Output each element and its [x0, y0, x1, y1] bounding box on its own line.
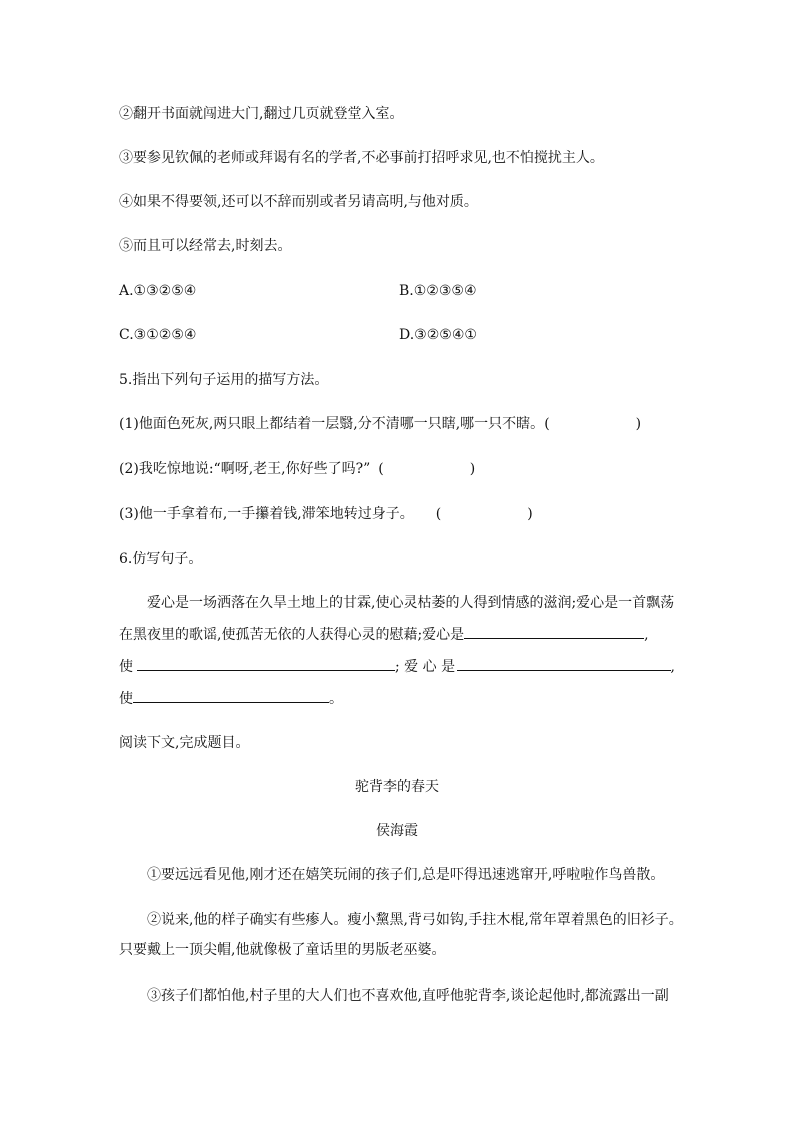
paragraph-2-line-2: 只要戴上一顶尖帽,他就像极了童话里的男版老巫婆。 [119, 942, 446, 958]
fill-blank-1[interactable] [464, 624, 644, 639]
q4-item-2: ②翻开书面就闯进大门,翻过几页就登堂入室。 [119, 106, 404, 122]
q5-title: 5.指出下列句子运用的描写方法。 [119, 372, 329, 388]
q6-line-3-left [119, 656, 455, 677]
paren-open: ( [544, 416, 550, 432]
fill-blank-3[interactable] [457, 656, 671, 671]
q6-line-2-text: 在黑夜里的歌谣,使孤苦无依的人获得心灵的慰藉;爱心是 [119, 627, 465, 643]
q4-option-d[interactable]: D.③②⑤④① [399, 327, 477, 343]
q4-item-3: ③要参见钦佩的老师或拜谒有名的学者,不必事前打招呼求见,也不怕搅扰主人。 [119, 150, 604, 166]
q4-item-4: ④如果不得要领,还可以不辞而别或者另请高明,与他对质。 [119, 194, 478, 210]
q5-item-2 [119, 459, 475, 479]
q6-line-4 [119, 688, 343, 709]
q6-line-3 [119, 656, 675, 677]
paragraph-3: ③孩子们都怕他,村子里的大人们也不喜欢他,直呼他驼背李,谈论起他时,都流露出一副 [147, 988, 669, 1004]
paren-open: ( [378, 461, 384, 477]
love-is-label: ; 爱 心 是 [395, 659, 456, 675]
period: 。 [329, 691, 343, 707]
comma: , [670, 659, 675, 675]
q6-line-3-right [457, 656, 675, 677]
paren-close: ) [635, 416, 642, 432]
paren-close: ) [527, 506, 533, 522]
q5-item-2-text: (2)我吃惊地说:“啊呀,老王,你好些了吗?” [119, 461, 371, 477]
q6-line-2 [119, 624, 649, 645]
article-author: 侯海霞 [376, 823, 418, 839]
fill-blank-2[interactable] [137, 656, 395, 671]
paren-close: ) [469, 461, 476, 477]
q6-title: 6.仿写句子。 [119, 551, 203, 567]
q5-item-3-text: (3)他一手拿着布,一手攥着钱,滞笨地转过身子。 [119, 506, 414, 522]
reading-intro: 阅读下文,完成题目。 [119, 735, 250, 751]
q4-option-c[interactable]: C.③①②⑤④ [119, 327, 197, 343]
paragraph-2-line-1: ②说来,他的样子确实有些瘆人。瘦小黧黑,背弓如钩,手拄木棍,常年罩着黑色的旧衫子。 [147, 912, 683, 928]
comma: , [644, 627, 649, 643]
fill-blank-4[interactable] [133, 688, 329, 703]
q5-item-1-text: (1)他面色死灰,两只眼上都结着一层翳,分不清哪一只瞎,哪一只不瞎。 [119, 416, 545, 432]
q4-option-b[interactable]: B.①②③⑤④ [399, 283, 477, 299]
q4-option-a[interactable]: A.①③②⑤④ [119, 283, 197, 299]
paren-open: ( [435, 506, 442, 522]
q5-item-1 [119, 414, 641, 434]
paragraph-1: ①要远远看见他,刚才还在嬉笑玩闹的孩子们,总是吓得迅速逃窜开,呼啦啦作鸟兽散。 [147, 867, 665, 883]
q6-line-1: 爱心是一场洒落在久旱土地上的甘霖,使心灵枯萎的人得到情感的滋润;爱心是一首飘荡 [147, 595, 675, 611]
q4-item-5: ⑤而且可以经常去,时刻去。 [119, 238, 292, 254]
article-title: 驼背李的春天 [355, 779, 439, 795]
q5-item-3 [119, 504, 533, 524]
shi-label: 使 [119, 691, 133, 707]
shi-label: 使 [119, 659, 133, 675]
